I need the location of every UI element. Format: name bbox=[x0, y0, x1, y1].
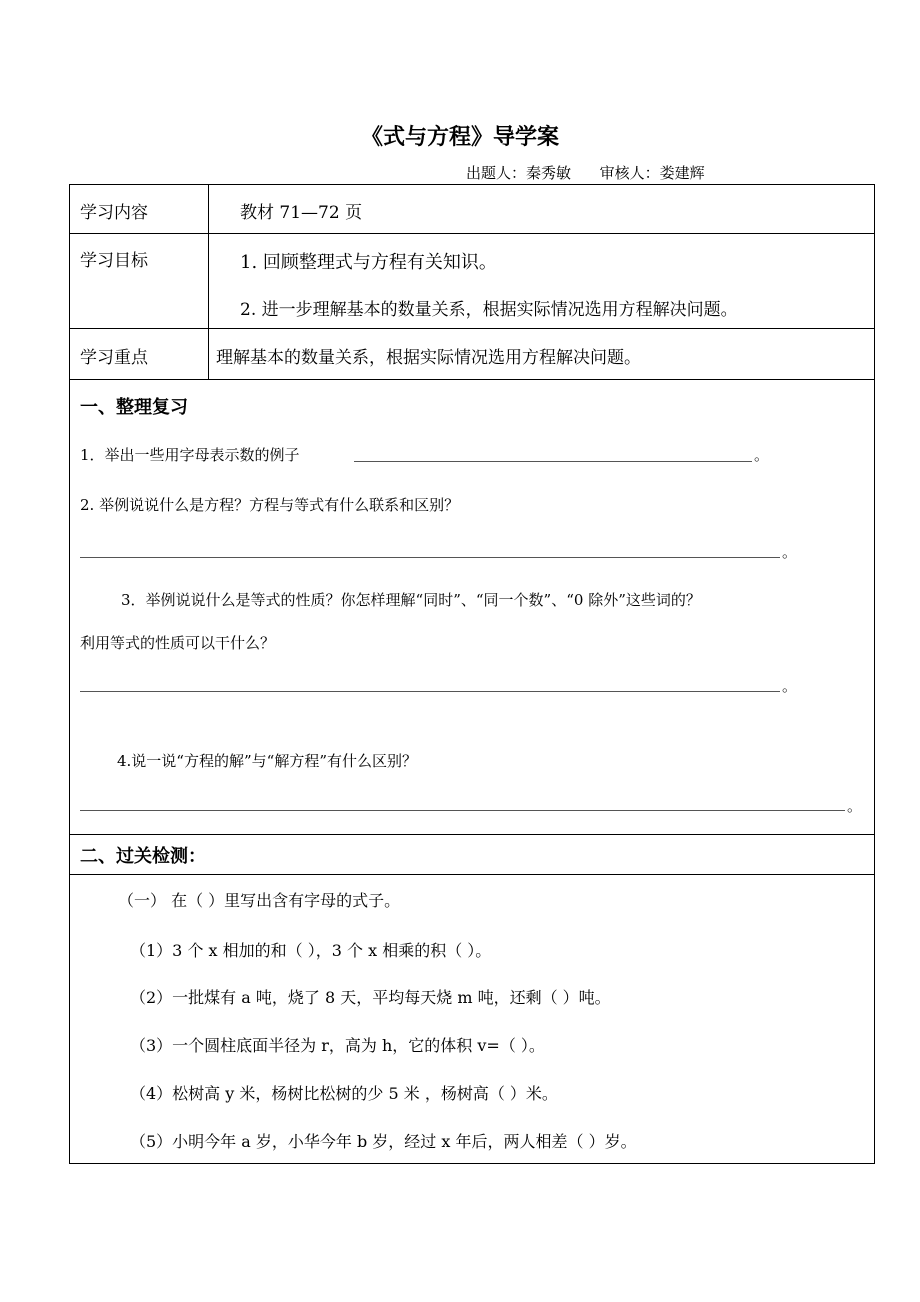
table-divider bbox=[69, 379, 875, 380]
exercise-item: （3）一个圆柱底面半径为 r，高为 h，它的体积 v=（ ）。 bbox=[130, 1036, 545, 1055]
focus-value: 理解基本的数量关系，根据实际情况选用方程解决问题。 bbox=[216, 348, 641, 368]
content-label: 学习内容 bbox=[80, 203, 148, 223]
answer-line bbox=[80, 810, 845, 811]
question-3: 3．举例说说什么是等式的性质？你怎样理解“同时”、“同一个数”、“0 除外”这些词的？ bbox=[121, 591, 701, 609]
section-heading: 一、整理复习 bbox=[80, 397, 188, 418]
exercise-instruction: （一） 在（ ）里写出含有字母的式子。 bbox=[118, 891, 401, 910]
table-divider bbox=[69, 328, 875, 329]
table-divider bbox=[69, 834, 875, 835]
question-3-continued: 利用等式的性质可以干什么？ bbox=[80, 634, 276, 652]
answer-line bbox=[80, 557, 780, 558]
line-end-period: 。 bbox=[754, 446, 770, 464]
label-column-divider bbox=[208, 184, 209, 379]
page-title: 《式与方程》导学案 bbox=[360, 125, 559, 150]
goal-item: 2. 进一步理解基本的数量关系，根据实际情况选用方程解决问题。 bbox=[240, 300, 738, 320]
goals-label: 学习目标 bbox=[80, 251, 148, 271]
question-4: 4.说一说“方程的解”与“解方程”有什么区别？ bbox=[117, 752, 417, 770]
answer-line bbox=[80, 691, 780, 692]
worksheet-frame bbox=[69, 184, 875, 1164]
goal-item: 1. 回顾整理式与方程有关知识。 bbox=[240, 252, 497, 273]
question-2: 2. 举例说说什么是方程？方程与等式有什么联系和区别？ bbox=[80, 496, 460, 514]
exercise-item: （4）松树高 y 米，杨树比松树的少 5 米 ，杨树高（ ）米。 bbox=[130, 1084, 558, 1103]
table-divider bbox=[69, 233, 875, 234]
line-end-period: 。 bbox=[782, 677, 798, 695]
author-info: 出题人：秦秀敏 审核人：娄建辉 bbox=[466, 164, 705, 182]
question-1: 1．举出一些用字母表示数的例子 bbox=[80, 446, 300, 464]
line-end-period: 。 bbox=[782, 543, 798, 561]
line-end-period: 。 bbox=[847, 797, 863, 815]
focus-label: 学习重点 bbox=[80, 348, 148, 368]
exercise-item: （5）小明今年 a 岁，小华今年 b 岁，经过 x 年后，两人相差（ ）岁。 bbox=[130, 1132, 637, 1151]
answer-line bbox=[354, 461, 752, 462]
table-divider bbox=[69, 874, 875, 875]
content-value: 教材 71—72 页 bbox=[240, 203, 363, 223]
exercise-item: （1）3 个 x 相加的和（ ），3 个 x 相乘的积（ ）。 bbox=[130, 941, 492, 960]
section-heading: 二、过关检测： bbox=[80, 846, 206, 867]
exercise-item: （2）一批煤有 a 吨，烧了 8 天，平均每天烧 m 吨，还剩（ ）吨。 bbox=[130, 988, 611, 1007]
